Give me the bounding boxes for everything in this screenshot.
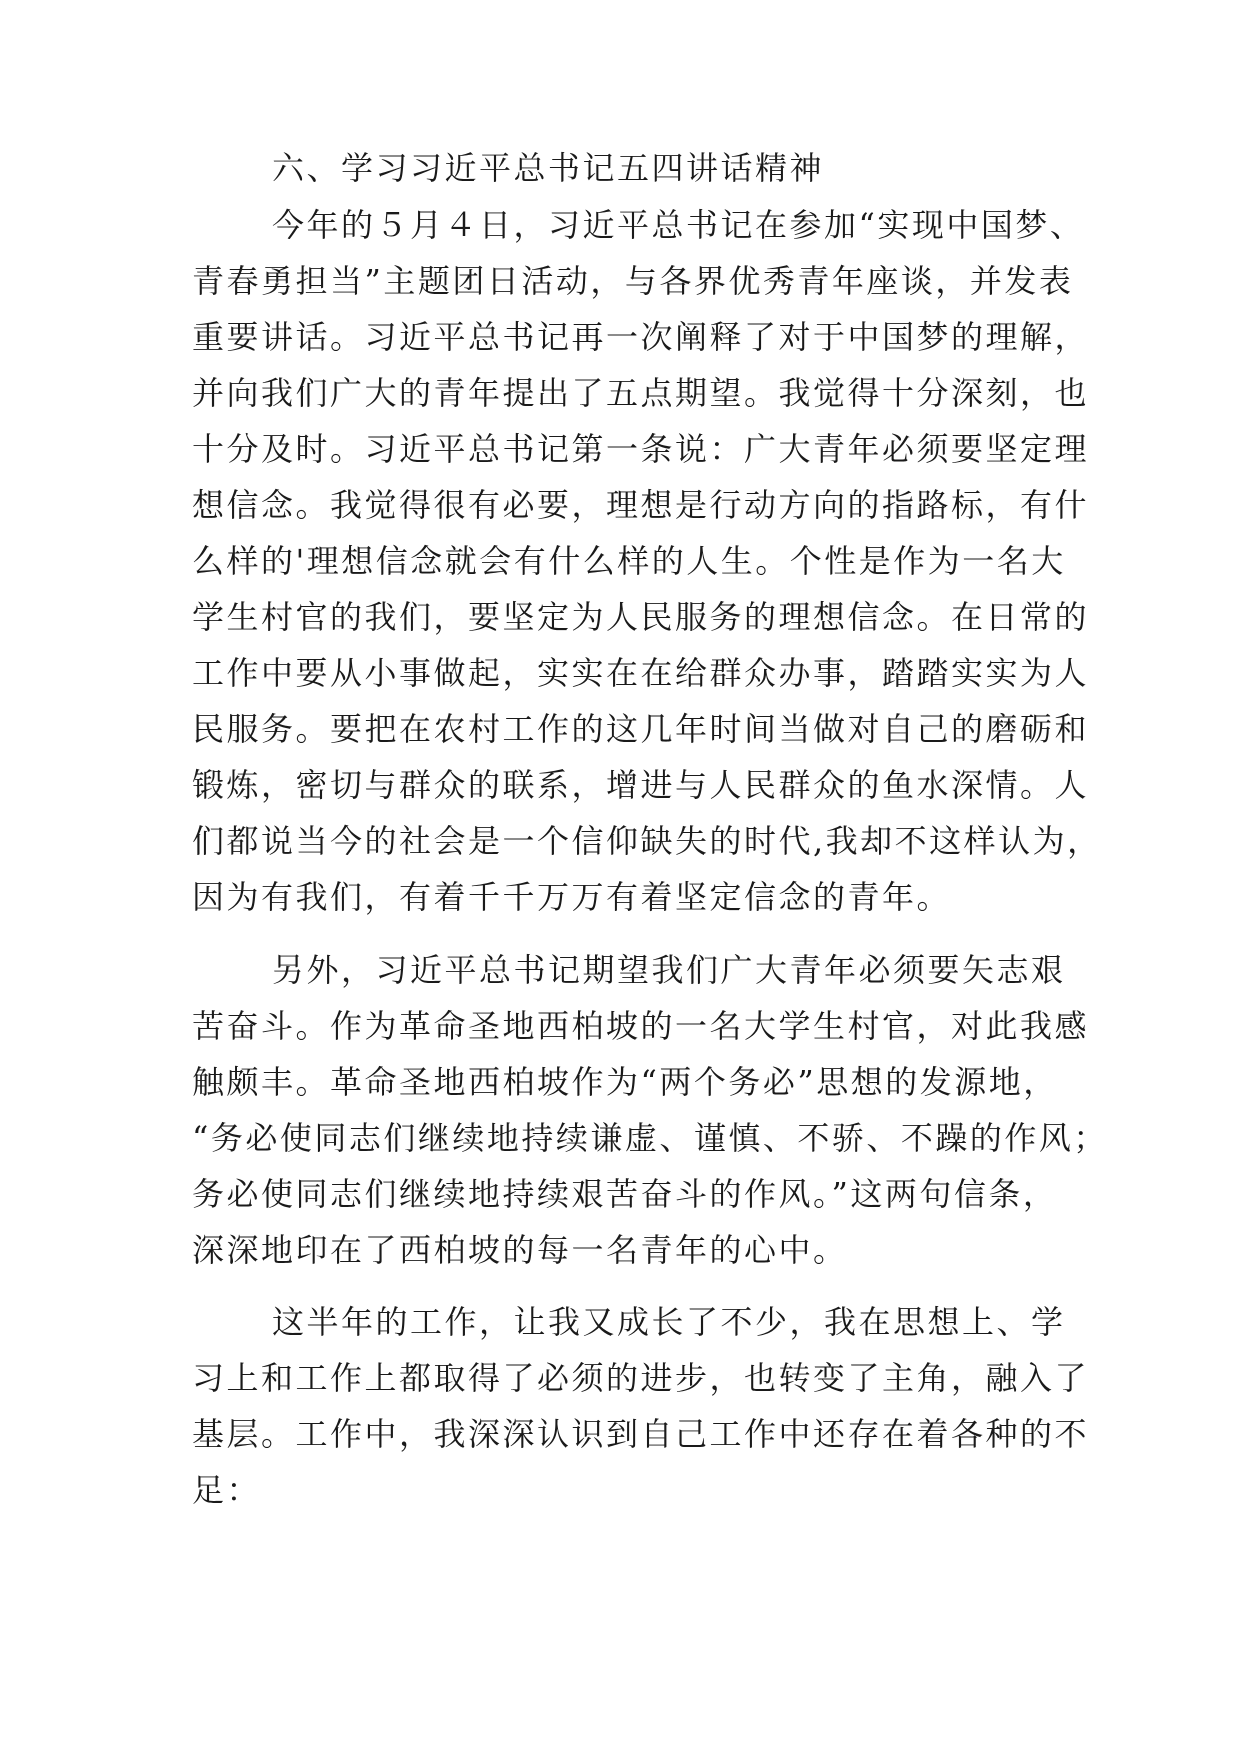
paragraph-line: 么样的'理想信念就会有什么样的人生。个性是作为一名大 [192,542,1066,580]
paragraph-line: 苦奋斗。作为革命圣地西柏坡的一名大学生村官，对此我感 [192,1007,1090,1045]
paragraph-line: 并向我们广大的青年提出了五点期望。我觉得十分深刻，也 [192,374,1090,412]
section-heading: 六、学习习近平总书记五四讲话精神 [272,149,825,187]
paragraph-line: 锻炼，密切与群众的联系，增进与人民群众的鱼水深情。人 [192,766,1090,804]
paragraph-line: 另外，习近平总书记期望我们广大青年必须要矢志艰 [272,951,1066,989]
paragraph-line: 们都说当今的社会是一个信仰缺失的时代,我却不这样认为， [192,822,1102,860]
paragraph-line: 基层。工作中，我深深认识到自己工作中还存在着各种的不 [192,1415,1090,1453]
paragraph-line: “务必使同志们继续地持续谦虚、谨慎、不骄、不躁的作风； [192,1119,1108,1157]
paragraph-line: 重要讲话。习近平总书记再一次阐释了对于中国梦的理解， [192,318,1090,356]
paragraph-line: 学生村官的我们，要坚定为人民服务的理想信念。在日常的 [192,598,1090,636]
paragraph-line: 习上和工作上都取得了必须的进步，也转变了主角，融入了 [192,1359,1090,1397]
paragraph-line: 务必使同志们继续地持续艰苦奋斗的作风。”这两句信条， [192,1175,1058,1213]
paragraph-line: 十分及时。习近平总书记第一条说：广大青年必须要坚定理 [192,430,1090,468]
paragraph-line: 因为有我们，有着千千万万有着坚定信念的青年。 [192,878,952,916]
paragraph-line: 今年的５月４日，习近平总书记在参加“实现中国梦、 [272,206,1085,244]
paragraph-line: 这半年的工作，让我又成长了不少，我在思想上、学 [272,1303,1066,1341]
paragraph-line: 工作中要从小事做起，实实在在给群众办事，踏踏实实为人 [192,654,1090,692]
paragraph-line: 民服务。要把在农村工作的这几年时间当做对自己的磨砺和 [192,710,1090,748]
paragraph-line: 想信念。我觉得很有必要，理想是行动方向的指路标，有什 [192,486,1090,524]
paragraph-line: 深深地印在了西柏坡的每一名青年的心中。 [192,1231,848,1269]
paragraph-line: 触颇丰。革命圣地西柏坡作为“两个务必”思想的发源地， [192,1063,1058,1101]
paragraph-line: 足： [192,1471,262,1509]
paragraph-line: 青春勇担当”主题团日活动，与各界优秀青年座谈，并发表 [192,262,1074,300]
